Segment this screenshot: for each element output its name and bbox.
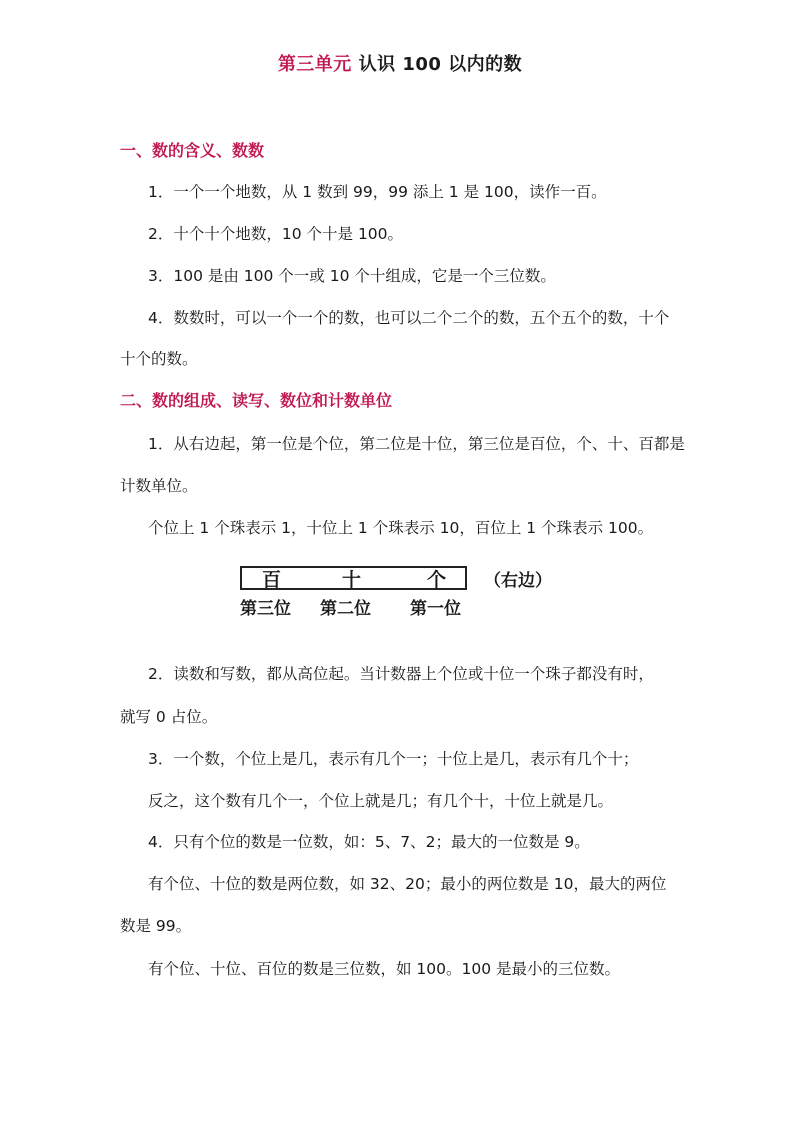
paragraph-line: 计数单位。 (120, 477, 198, 495)
paragraph-line: 4．数数时，可以一个一个的数，也可以二个二个的数，五个五个的数，十个 (148, 309, 670, 327)
right-side-note: （右边） (484, 571, 552, 591)
section-heading-1: 一、数的含义、数数 (120, 141, 265, 160)
paragraph-line: 2．十个十个地数，10 个十是 100。 (148, 225, 404, 243)
first-place-label: 第一位 (410, 599, 461, 619)
section-heading-2: 二、数的组成、读写、数位和计数单位 (120, 391, 393, 410)
paragraph-line: 2．读数和写数，都从高位起。当计数器上个位或十位一个珠子都没有时， (148, 665, 654, 683)
paragraph-line: 3．一个数，个位上是几，表示有几个一；十位上是几，表示有几个十； (148, 750, 639, 768)
paragraph-line: 3．100 是由 100 个一或 10 个十组成，它是一个三位数。 (148, 267, 556, 285)
paragraph-line: 十个的数。 (120, 350, 198, 368)
third-place-label: 第三位 (240, 599, 291, 619)
paragraph-line: 个位上 1 个珠表示 1，十位上 1 个珠表示 10，百位上 1 个珠表示 100。 (148, 519, 654, 537)
place-hundreds-label: 百 (262, 569, 282, 591)
title-unit: 第三单元 (277, 54, 352, 75)
paragraph-line: 有个位、十位、百位的数是三位数，如 100。100 是最小的三位数。 (148, 960, 621, 978)
paragraph-line: 1．从右边起，第一位是个位，第二位是十位，第三位是百位，个、十、百都是 (148, 435, 685, 453)
paragraph-line: 有个位、十位的数是两位数，如 32、20；最小的两位数是 10，最大的两位 (148, 875, 667, 893)
title-topic: 认识 100 以内的数 (351, 54, 523, 75)
paragraph-line: 反之，这个数有几个一，个位上就是几；有几个十，十位上就是几。 (148, 792, 614, 810)
paragraph-line: 4．只有个位的数是一位数，如：5、7、2；最大的一位数是 9。 (148, 833, 590, 851)
place-ones-label: 个 (427, 569, 447, 591)
place-tens-label: 十 (342, 569, 362, 591)
second-place-label: 第二位 (320, 599, 371, 619)
paragraph-line: 就写 0 占位。 (120, 708, 218, 726)
paragraph-line: 1．一个一个地数，从 1 数到 99，99 添上 1 是 100，读作一百。 (148, 183, 607, 201)
paragraph-line: 数是 99。 (120, 917, 192, 935)
page-title (0, 50, 800, 76)
